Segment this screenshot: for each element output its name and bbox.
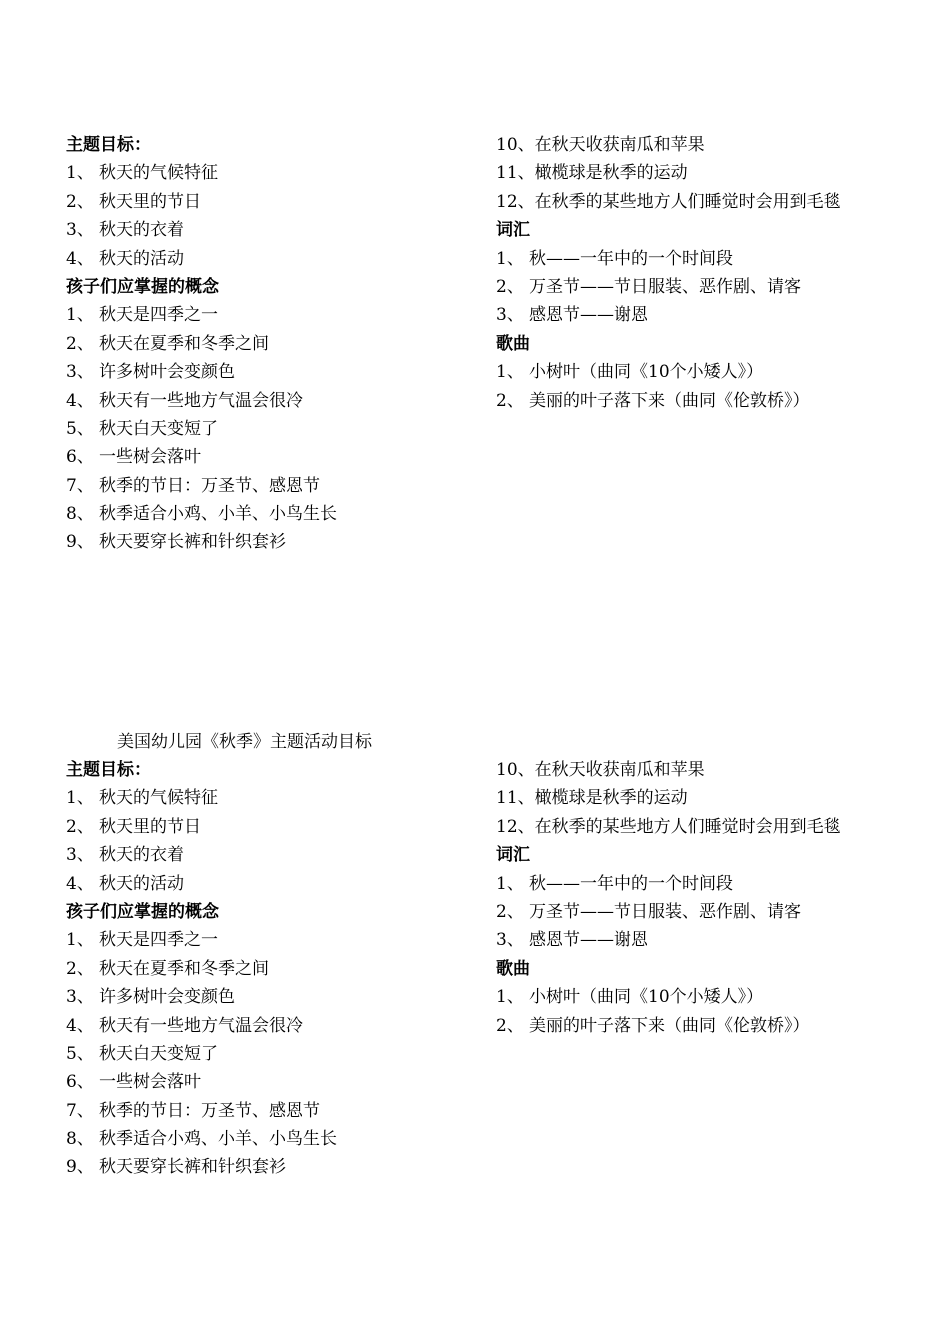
concept-item <box>496 188 916 216</box>
item-text: 秋天是四季之一 <box>99 305 218 326</box>
item-text: 秋天在夏季和冬季之间 <box>99 333 269 354</box>
item-number: 12、 <box>496 816 535 837</box>
item-text: 秋天要穿长裤和针织套衫 <box>99 1157 286 1178</box>
concept-item <box>66 1012 486 1040</box>
item-number: 1、 <box>496 362 524 383</box>
goal-item <box>66 813 486 841</box>
item-number: 7、 <box>66 475 94 496</box>
item-text: 秋天在夏季和冬季之间 <box>99 958 269 979</box>
document-title: 美国幼儿园《秋季》主题活动目标 <box>117 732 372 752</box>
item-text: 在秋天收获南瓜和苹果 <box>534 135 705 155</box>
item-number: 2、 <box>496 901 524 922</box>
vocab-item <box>496 898 916 926</box>
item-number: 1、 <box>496 873 524 894</box>
item-text: 在秋天收获南瓜和苹果 <box>534 760 705 780</box>
item-text: 一些树会落叶 <box>99 1072 201 1093</box>
goal-item <box>66 870 486 898</box>
item-text: 万圣节——节日服装、恶作剧、请客 <box>529 901 801 922</box>
item-number: 8、 <box>66 1129 94 1150</box>
concept-item <box>66 301 486 329</box>
goal-item <box>66 159 486 187</box>
item-number: 4、 <box>66 1015 94 1036</box>
item-number: 3、 <box>66 220 94 241</box>
item-number: 9、 <box>66 532 94 553</box>
item-number: 4、 <box>66 390 94 411</box>
item-number: 2、 <box>496 276 524 297</box>
item-text: 橄榄球是秋季的运动 <box>534 788 688 809</box>
item-text: 在秋季的某些地方人们睡觉时会用到毛毯 <box>534 191 841 212</box>
concept-item <box>496 756 916 784</box>
concept-item <box>66 358 486 386</box>
item-number: 1、 <box>66 930 94 951</box>
concepts-heading: 孩子们应掌握的概念 <box>66 901 219 922</box>
concept-item <box>66 387 486 415</box>
item-number: 10、 <box>496 760 535 780</box>
item-text: 万圣节——节日服装、恶作剧、请客 <box>529 276 801 297</box>
songs-heading: 歌曲 <box>496 958 530 979</box>
concept-item <box>496 813 916 841</box>
item-number: 4、 <box>66 873 94 894</box>
item-text: 美丽的叶子落下来（曲同《伦敦桥》） <box>529 390 810 411</box>
item-text: 秋天的衣着 <box>99 845 184 866</box>
item-number: 1、 <box>66 788 94 809</box>
item-number: 1、 <box>496 248 524 269</box>
item-number: 2、 <box>496 390 524 411</box>
item-number: 2、 <box>66 333 94 354</box>
item-number: 4、 <box>66 248 94 269</box>
item-text: 秋季的节日：万圣节、感恩节 <box>99 1100 320 1121</box>
item-text: 秋天要穿长裤和针织套衫 <box>99 532 286 553</box>
item-text: 橄榄球是秋季的运动 <box>534 163 688 184</box>
vocab-item <box>496 245 916 273</box>
item-number: 3、 <box>66 987 94 1008</box>
item-text: 秋天的活动 <box>99 873 184 894</box>
item-text: 秋天的活动 <box>99 248 184 269</box>
item-text: 秋天是四季之一 <box>99 930 218 951</box>
goal-item <box>66 216 486 244</box>
item-text: 感恩节——谢恩 <box>529 930 648 951</box>
goal-item <box>66 784 486 812</box>
item-number: 9、 <box>66 1157 94 1178</box>
item-number: 6、 <box>66 447 94 468</box>
concept-item <box>66 1153 486 1181</box>
item-number: 5、 <box>66 1043 94 1064</box>
item-number: 6、 <box>66 1072 94 1093</box>
goals-heading: 主题目标： <box>66 760 151 780</box>
item-text: 秋季适合小鸡、小羊、小鸟生长 <box>99 1129 337 1150</box>
vocab-heading: 词汇 <box>496 845 530 866</box>
item-text: 秋天里的节日 <box>99 816 201 837</box>
concept-item <box>66 415 486 443</box>
block2-left-column <box>66 756 486 1182</box>
item-text: 一些树会落叶 <box>99 447 201 468</box>
item-number: 10、 <box>496 135 535 155</box>
goals-heading: 主题目标： <box>66 135 151 155</box>
vocab-item <box>496 301 916 329</box>
item-number: 2、 <box>66 816 94 837</box>
item-text: 秋天里的节日 <box>99 191 201 212</box>
concept-item <box>66 472 486 500</box>
item-text: 秋天的衣着 <box>99 220 184 241</box>
songs-heading: 歌曲 <box>496 333 530 354</box>
item-number: 5、 <box>66 418 94 439</box>
item-text: 秋天有一些地方气温会很冷 <box>99 1015 303 1036</box>
item-number: 12、 <box>496 191 535 212</box>
item-number: 11、 <box>496 788 535 809</box>
goal-item <box>66 245 486 273</box>
item-number: 2、 <box>66 191 94 212</box>
item-text: 秋天白天变短了 <box>99 1043 218 1064</box>
item-text: 秋——一年中的一个时间段 <box>529 873 733 894</box>
item-text: 秋季适合小鸡、小羊、小鸟生长 <box>99 504 337 525</box>
item-number: 3、 <box>66 845 94 866</box>
concept-item <box>66 330 486 358</box>
vocab-item <box>496 926 916 954</box>
item-number: 1、 <box>66 163 94 184</box>
item-text: 小树叶（曲同《10个小矮人》） <box>529 987 764 1008</box>
item-text: 在秋季的某些地方人们睡觉时会用到毛毯 <box>534 816 841 837</box>
item-number: 2、 <box>496 1015 524 1036</box>
concept-item <box>66 528 486 556</box>
item-number: 11、 <box>496 163 535 184</box>
concept-item <box>66 1040 486 1068</box>
concept-item <box>496 784 916 812</box>
concept-item <box>66 1125 486 1153</box>
item-text: 许多树叶会变颜色 <box>99 987 235 1008</box>
item-number: 1、 <box>66 305 94 326</box>
item-number: 7、 <box>66 1100 94 1121</box>
item-number: 2、 <box>66 958 94 979</box>
concept-item <box>66 926 486 954</box>
block2-right-column <box>496 756 916 1040</box>
concepts-heading: 孩子们应掌握的概念 <box>66 276 219 297</box>
song-item <box>496 387 916 415</box>
concept-item <box>66 955 486 983</box>
item-text: 秋天的气候特征 <box>99 788 218 809</box>
item-number: 3、 <box>496 305 524 326</box>
item-text: 美丽的叶子落下来（曲同《伦敦桥》） <box>529 1015 810 1036</box>
vocab-item <box>496 870 916 898</box>
item-number: 3、 <box>66 362 94 383</box>
item-number: 8、 <box>66 504 94 525</box>
item-text: 许多树叶会变颜色 <box>99 362 235 383</box>
concept-item <box>496 159 916 187</box>
song-item <box>496 1012 916 1040</box>
song-item <box>496 983 916 1011</box>
concept-item <box>66 983 486 1011</box>
vocab-heading: 词汇 <box>496 220 530 241</box>
concept-item <box>66 1068 486 1096</box>
item-number: 3、 <box>496 930 524 951</box>
song-item <box>496 358 916 386</box>
goal-item <box>66 841 486 869</box>
item-text: 秋天的气候特征 <box>99 163 218 184</box>
concept-item <box>66 1097 486 1125</box>
item-text: 秋天白天变短了 <box>99 418 218 439</box>
concept-item <box>66 443 486 471</box>
block1-right-column <box>496 131 916 415</box>
item-text: 秋季的节日：万圣节、感恩节 <box>99 475 320 496</box>
item-text: 秋天有一些地方气温会很冷 <box>99 390 303 411</box>
goal-item <box>66 188 486 216</box>
vocab-item <box>496 273 916 301</box>
concept-item <box>66 500 486 528</box>
item-text: 感恩节——谢恩 <box>529 305 648 326</box>
block1-left-column <box>66 131 486 557</box>
item-text: 秋——一年中的一个时间段 <box>529 248 733 269</box>
concept-item <box>496 131 916 159</box>
item-text: 小树叶（曲同《10个小矮人》） <box>529 362 764 383</box>
item-number: 1、 <box>496 987 524 1008</box>
